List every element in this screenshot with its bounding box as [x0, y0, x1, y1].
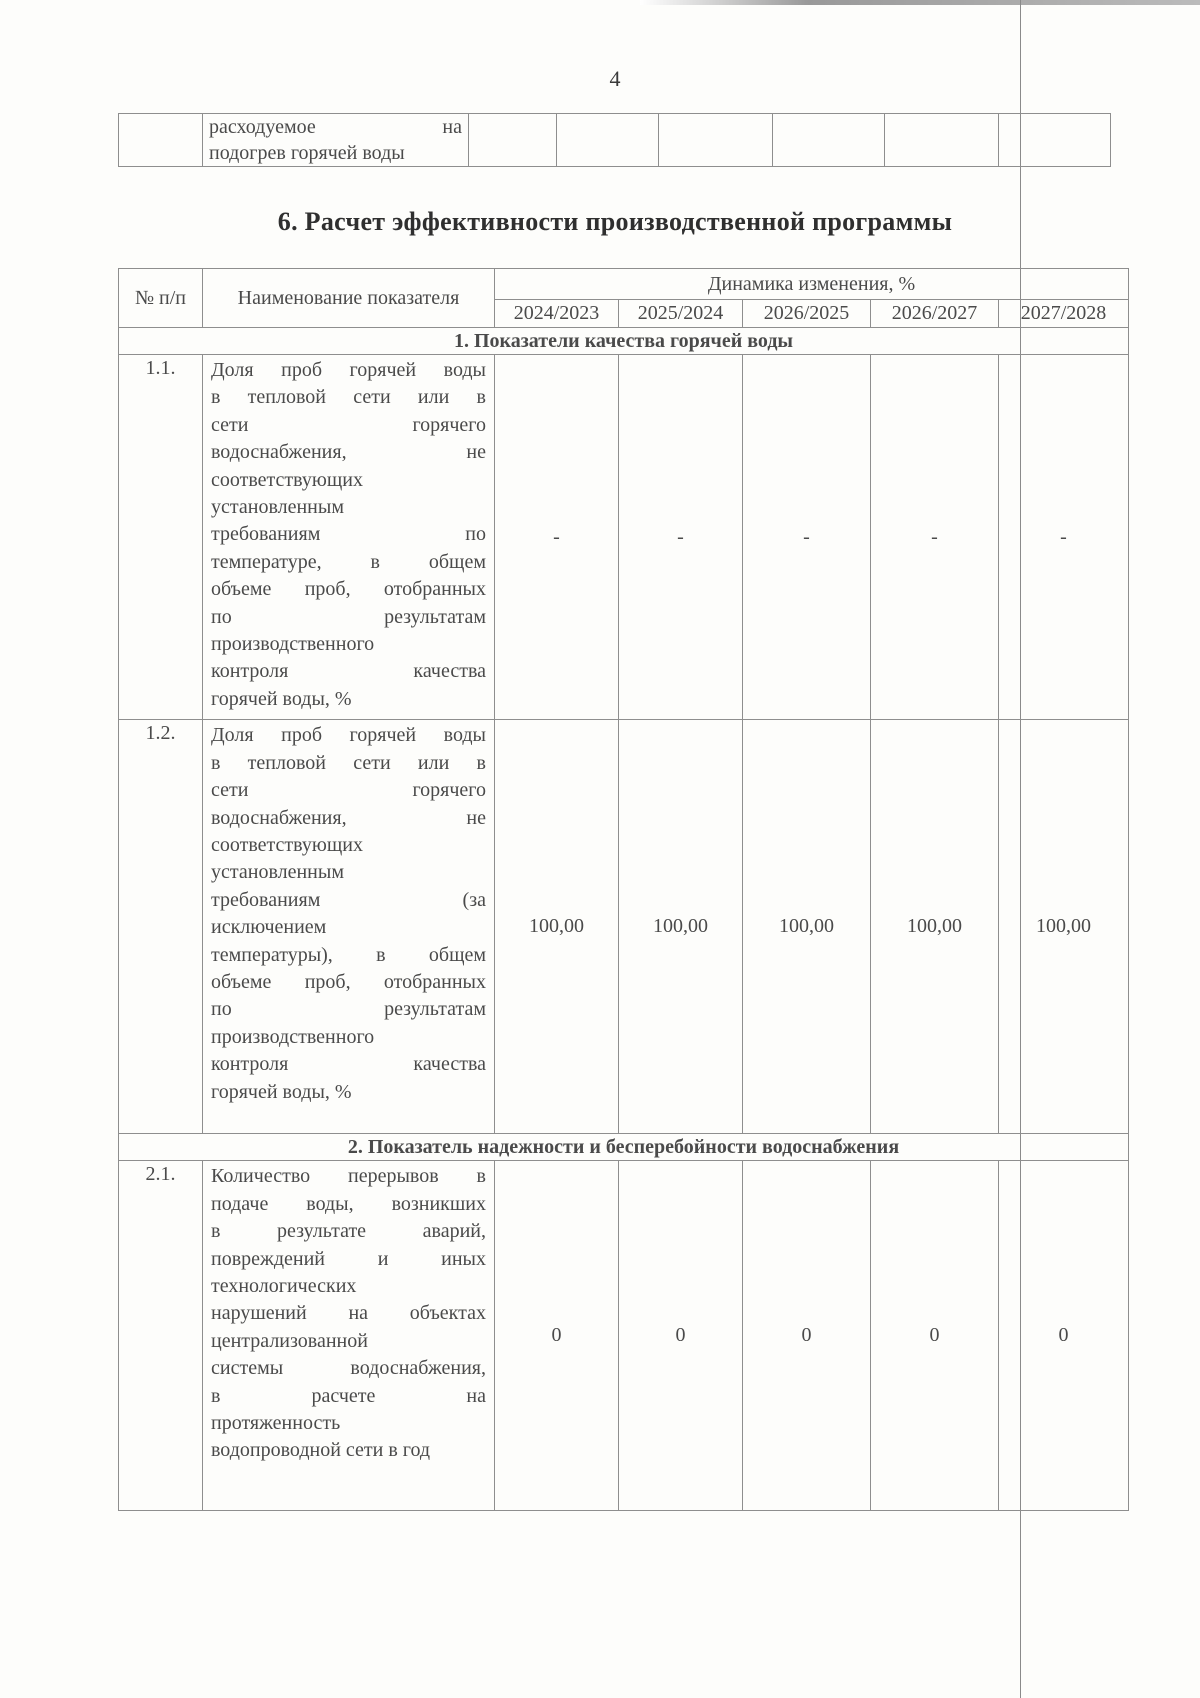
description-line: контроля качества	[211, 660, 486, 683]
header-year: 2025/2024	[619, 300, 743, 328]
description-line: объеме проб, отобранных	[211, 578, 486, 601]
value-cell: -	[871, 355, 999, 720]
description-line: в расчете на	[211, 1384, 486, 1407]
table-row	[119, 720, 1129, 1134]
description-line: в тепловой сети или в	[211, 386, 486, 409]
description-line: технологических	[211, 1274, 357, 1297]
header-year: 2026/2027	[871, 300, 999, 328]
description-line: водоснабжения, не	[211, 441, 486, 464]
description-line: водопроводной сети в год	[211, 1439, 431, 1462]
value-cell: 100,00	[871, 720, 999, 1134]
description-line: производственного	[211, 1025, 375, 1048]
scan-edge-streak	[640, 0, 1200, 5]
efficiency-table	[118, 268, 1129, 1511]
row-number: 1.2.	[119, 720, 203, 1134]
row-number: 1.1.	[119, 355, 203, 720]
value-cell: 0	[619, 1161, 743, 1511]
continuation-value-cell	[469, 114, 557, 167]
header-year: 2026/2025	[743, 300, 871, 328]
continuation-table	[118, 113, 1111, 167]
description-line: по результатам	[211, 998, 486, 1021]
description-line: Количество перерывов в	[211, 1165, 486, 1188]
value-cell: 0	[999, 1161, 1129, 1511]
description-line: контроля качества	[211, 1053, 486, 1076]
group-heading-row	[119, 1134, 1129, 1161]
page-number: 4	[609, 66, 621, 91]
description-line: производственного	[211, 633, 375, 656]
value-cell: -	[495, 355, 619, 720]
table-row	[119, 355, 1129, 720]
description-line: требованиям (за	[211, 888, 486, 911]
row-description	[203, 720, 495, 1134]
value-cell: 100,00	[619, 720, 743, 1134]
description-line: системы водоснабжения,	[211, 1357, 486, 1380]
value-cell: 100,00	[999, 720, 1129, 1134]
continuation-row	[119, 114, 1111, 167]
description-line: Доля проб горячей воды	[211, 359, 486, 381]
description-line: в результате аварий,	[211, 1220, 486, 1243]
row-description	[203, 355, 495, 720]
description-line: сети горячего	[211, 779, 486, 802]
continuation-value-cell	[885, 114, 999, 167]
row-number: 2.1.	[119, 1161, 203, 1511]
description-line: установленным	[211, 496, 344, 519]
value-cell: -	[743, 355, 871, 720]
group-title: 2. Показатель надежности и бесперебойности водоснабжения	[119, 1134, 1129, 1161]
value-cell: -	[999, 355, 1129, 720]
header-year: 2027/2028	[999, 300, 1129, 328]
description-line: сети горячего	[211, 413, 486, 436]
table-header-row	[119, 269, 1129, 300]
description-line: горячей воды, %	[211, 687, 352, 710]
description-line: централизованной	[211, 1329, 368, 1352]
header-year: 2024/2023	[495, 300, 619, 328]
value-cell: 100,00	[743, 720, 871, 1134]
header-num: № п/п	[119, 269, 203, 328]
description-line: повреждений и иных	[211, 1247, 486, 1270]
description-line: водоснабжения, не	[211, 806, 486, 829]
description-line: установленным	[211, 861, 344, 884]
value-cell: 100,00	[495, 720, 619, 1134]
description-line: температуры), в общем	[211, 943, 486, 966]
group-title: 1. Показатели качества горячей воды	[119, 328, 1129, 355]
section-title: 6. Расчет эффективности производственной программы	[277, 207, 953, 236]
description-line: соответствующих	[211, 833, 363, 856]
description-line: температуре, в общем	[211, 550, 486, 573]
description-line: горячей воды, %	[211, 1080, 352, 1103]
value-cell: 0	[495, 1161, 619, 1511]
continuation-num-cell	[119, 114, 203, 167]
value-cell: 0	[871, 1161, 999, 1511]
description-line: подаче воды, возникших	[211, 1192, 486, 1215]
description-line: соответствующих	[211, 468, 363, 491]
description-line: по результатам	[211, 605, 486, 628]
header-dynamics: Динамика изменения, %	[495, 269, 1129, 300]
value-cell: 0	[743, 1161, 871, 1511]
continuation-value-cell	[999, 114, 1111, 167]
continuation-text-line: подогрев горячей воды	[209, 142, 405, 164]
continuation-value-cell	[659, 114, 773, 167]
description-line: Доля проб горячей воды	[211, 724, 486, 747]
continuation-text-line: расходуемое на	[209, 116, 462, 138]
description-line: требованиям по	[211, 523, 486, 546]
description-line: в тепловой сети или в	[211, 751, 486, 774]
description-line: объеме проб, отобранных	[211, 970, 486, 993]
continuation-value-cell	[557, 114, 659, 167]
description-line: протяженность	[211, 1411, 341, 1434]
row-description	[203, 1161, 495, 1511]
continuation-value-cell	[773, 114, 885, 167]
header-name: Наименование показателя	[203, 269, 495, 328]
group-heading-row	[119, 328, 1129, 355]
table-row	[119, 1161, 1129, 1511]
description-line: исключением	[211, 916, 327, 939]
value-cell: -	[619, 355, 743, 720]
description-line: нарушений на объектах	[211, 1302, 486, 1325]
continuation-name-cell	[203, 114, 469, 167]
